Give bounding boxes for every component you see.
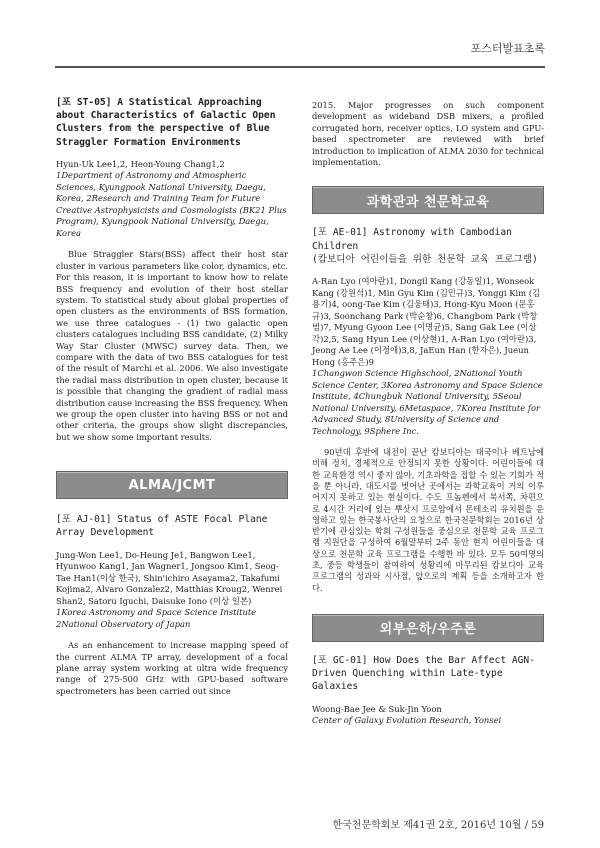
science-education-banner-label: 과학관과 천문학교육: [366, 194, 490, 210]
alma-jcmt-banner-label: ALMA/JCMT: [128, 477, 216, 493]
header-rule: [55, 66, 545, 68]
st05-abstract: Blue Straggler Stars(BSS) affect their host star cluster in various parameters like color, dynamics, etc. For this reason, it is important to know how to relate BSS frequency and evolution of their host stellar system. To statistical study about global properties of open clusters as the environments of BSS formation, we use three catalogues - (1) two galactic open clusters catalogues including BSS candidate, (2) Milky Way Star Cluster (MWSC) survey data. Then, we compare with the data of two BSS catalogues for test of the result of Marchi et al. 2006. We also investigate the radial mass distribution in open cluster, because it is possible that changing the gradient of radial mass distribution cause increasing the BSS frequency. When we group the open cluster into having BSS or not and other criteria, the groups show slight discrepancies, but we show some important results.: [56, 249, 288, 442]
gc01-authors: Woong-Bae Jee & Suk-Jin Yoon: [312, 703, 442, 714]
aj01-authors: Jung-Won Lee1, Do-Heung Je1, Bangwon Lee1, Hyunwoo Kang1, Jan Wagner1, Jongsoo Kim1, Seog-Tae Han1(이상 한국), Shin'ichiro Asayama2, Takafumi Kojima2, Alvaro Gonzalez2, Matthias Kroug2, Wenrei Shan2, Satoru Iguchi, Daisuke Iono (이상 일본): [56, 549, 283, 606]
st05-affiliations: 1Department of Astronomy and Atmospheric Sciences, Kyungpook National University, Daegu, Korea, 2Research and Training Team for Future Creative Astrophysicists and Cosmologists (BK21 Plus Program), Kyungpook National University, Daegu, Korea: [56, 170, 287, 238]
aj01-title: [포 AJ-01] Status of ASTE Focal Plane Array Development: [56, 514, 268, 539]
aj01-abstract: As an enhancement to increase mapping speed of the current ALMA TP array, development of a focal plane array system working at ultra wide frequency range of 275-500 GHz with GPU-based software spectrometers has been carried out since: [56, 640, 288, 696]
ae01-affiliations: 1Changwon Science Highschool, 2National Youth Science Center, 3Korea Astronomy and Space Science Institute, 4Chungbuk National University, 5Seoul National University, 6Metaspace, 7Korea Institute for Advanced Study, 8University of Science and Technology, 9Sphere Inc.: [312, 368, 543, 436]
section-header-label: 포스터발표초록: [470, 42, 545, 55]
gc01-title: [포 GC-01] How Does the Bar Affect AGN-Driven Quenching within Late-type Galaxies: [312, 654, 535, 693]
ae01-authors: A-Ran Lyo (여아란)1, Dongil Kang (강동일)1, Wonseok Kang (강원석)1, Min Gyu Kim (김민규)3, Yonggi Kim (김용기)4, oong-Tae Kim (김웅태)3, Hong-Kyu Moon (문홍규)3, Soonchang Park (박순창)6, Changbom Park (박창범)7, Myung Gyoon Lee (이명균)5, Sang Gak Lee (이상각)2,5, Sang Hyun Lee (이상현)1, A-Ran Lyo (여아란)3, Jeong Ae Lee (이정애)3,8, JaEun Han (한자은), Jueun Hong (홍주은)9: [312, 276, 541, 367]
ae01-subtitle: (캄보디아 어린이들을 위한 천문학 교육 프로그램): [312, 253, 538, 265]
aj01-abstract-continued: 2015. Major progresses on such component development as wideband DSB mixers, a profiled corrugated horn, receiver optics, LO system and GPU-based spectrometer are reviewed with brief introduction to implication of ALMA 2030 for technical implementation.: [312, 100, 544, 168]
extragalactic-cosmology-banner: [312, 614, 544, 642]
left-column: [56, 96, 288, 697]
right-column: [312, 100, 544, 727]
page-footer: 한국천문학회보 제41권 2호, 2016년 10월 / 59: [332, 820, 544, 831]
science-education-banner: [312, 186, 544, 214]
extragalactic-cosmology-banner-label: 외부은하/우주론: [379, 622, 477, 638]
alma-jcmt-banner: [56, 471, 288, 499]
st05-title: [포 ST-05] A Statistical Approaching about Characteristics of Galactic Open Clusters from the perspective of Blue Straggler Formation Environments: [56, 97, 276, 148]
aj01-affiliations: 1Korea Astronomy and Space Science Institute 2National Observatory of Japan: [56, 607, 257, 629]
gc01-affiliations: Center of Galaxy Evolution Research, Yonsei: [312, 715, 502, 726]
ae01-title: [포 AE-01] Astronomy with Cambodian Children: [312, 227, 512, 252]
st05-authors: Hyun-Uk Lee1,2, Heon-Young Chang1,2: [56, 158, 225, 169]
ae01-abstract: 90년대 후반에 내전이 끝난 캄보디아는 태국이나 베트남에 비해 정치, 경제적으로 안정되지 못한 상황이다. 어린이들에 대한 교육환경 역시 좋지 않아, 기초과학을 접할 수 있는 기회가 적을 뿐 아니라, 대도시를 벗어난 곳에서는 과학교육이 거의 이루어지지 못하고 있는 현실이다. 수도 프놈펜에서 북서쪽, 차편으로 4시간 거리에 있는 뿌삿시 프로암에서 몬테소리 유치원을 운영하고 있는 한국봉사단의 요청으로 한국천문학회는 2016년 상반기에 관심있는 학회 구성원들을 중심으로 천문학 교육 프로그램 지원단을 구성하여 6월말부터 2주 동안 현지 어린이들을 대상으로 천문학 교육 프로그램을 수행한 바 있다. 모두 50여명의 초, 중등 학생들이 참여하여 성황리에 마무리된 캄보디아 교육 프로그램의 성과와 시사점, 앞으로의 계획 등을 소개하고자 한다.: [312, 447, 544, 593]
